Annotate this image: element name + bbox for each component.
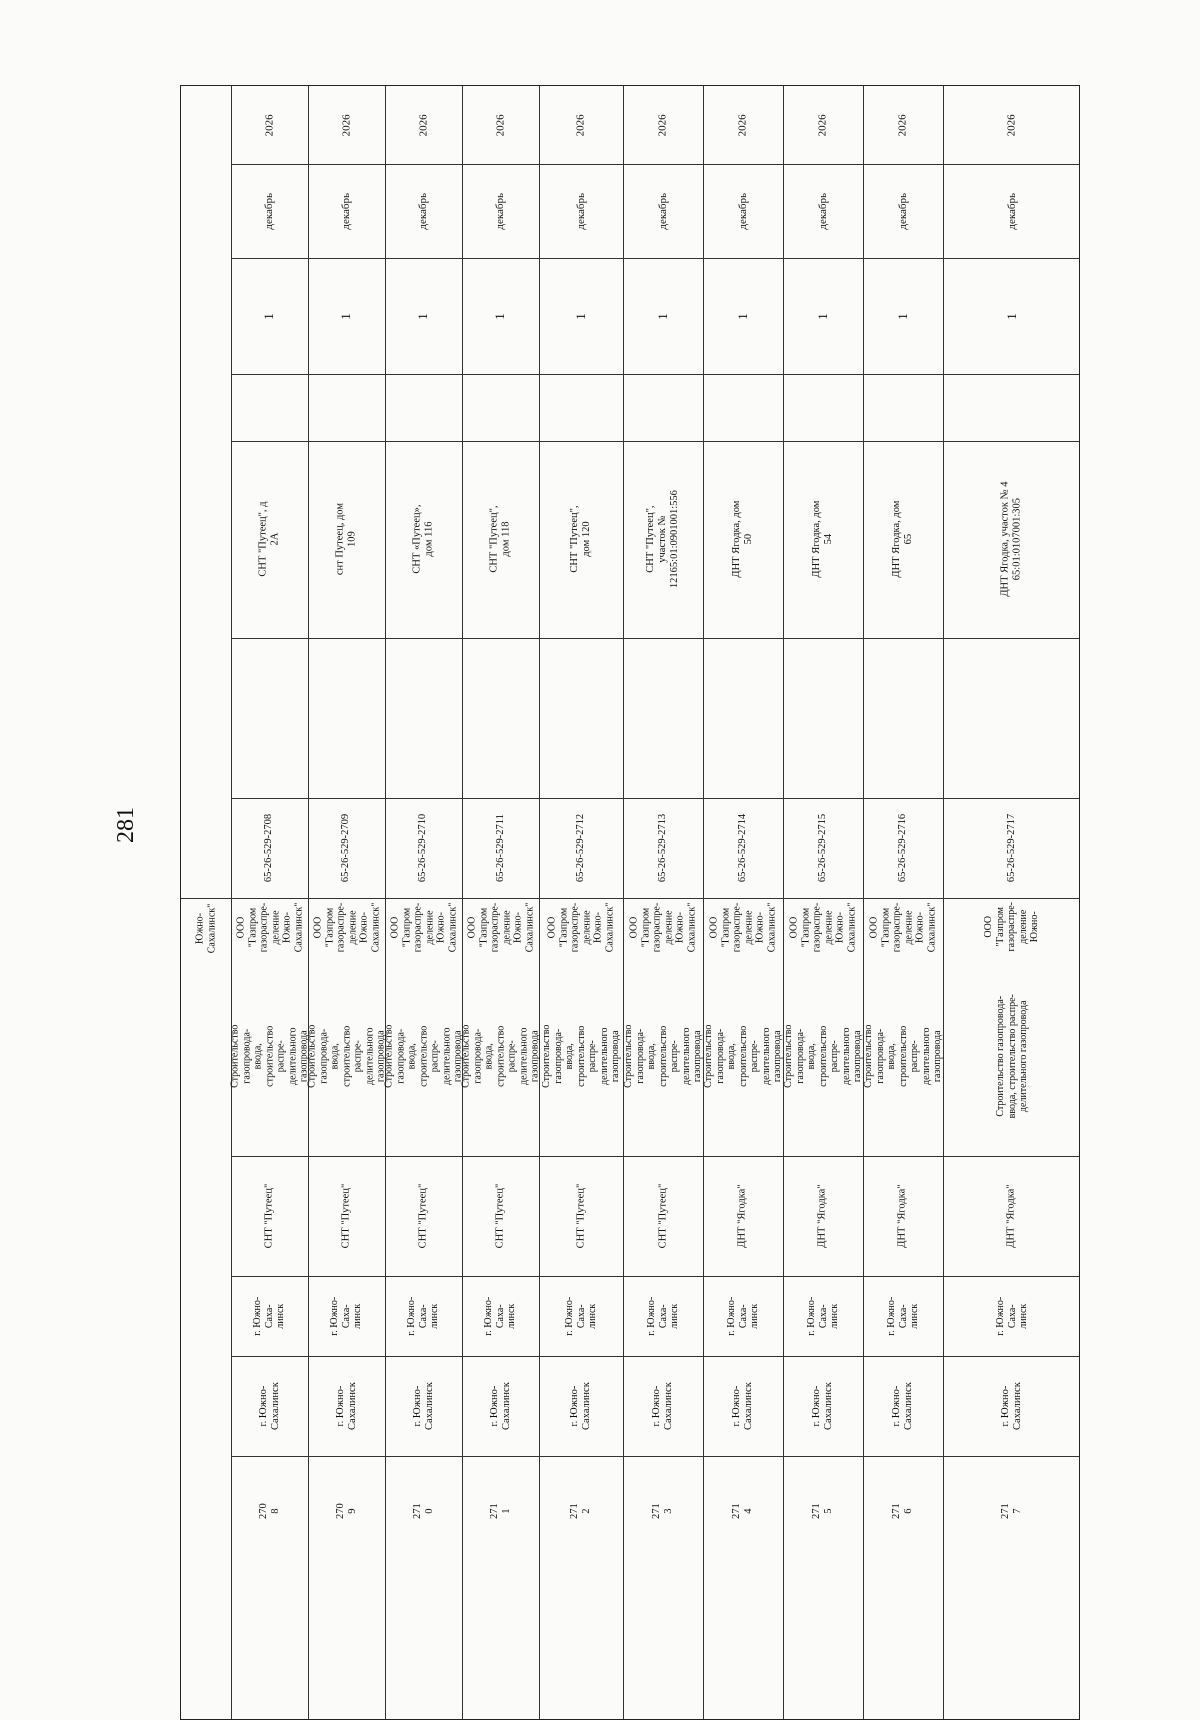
- cell-org: [385, 898, 462, 956]
- qty-text: 1: [492, 312, 508, 320]
- number-text: 65-26-529-2711: [494, 814, 506, 882]
- grid-line: [231, 374, 1079, 375]
- qty-text: 1: [654, 312, 670, 320]
- cell-number: [308, 798, 385, 898]
- cell-work: [539, 956, 623, 1156]
- cell-city: [539, 1276, 623, 1356]
- work-text: Строительство газопровода- ввода, строительство распре- делительного газопровода: [622, 1024, 703, 1088]
- cell-year: [863, 86, 943, 164]
- qty-text: 1: [814, 312, 830, 320]
- month-text: декабрь: [340, 192, 353, 230]
- cell-org: [943, 898, 1081, 956]
- org-text: ООО "Газпром газораспре- деление Южно- Сахалинск": [628, 902, 697, 952]
- cell-month: [308, 164, 385, 258]
- cell-month: [385, 164, 462, 258]
- year-text: 2026: [896, 113, 909, 136]
- cell-qty: [308, 258, 385, 374]
- address-text: снт Путеец, дом 109: [334, 503, 358, 576]
- cell-year: [703, 86, 783, 164]
- qty-text: 1: [572, 312, 588, 320]
- no-text: 271 7: [999, 1503, 1023, 1519]
- grid-line: [231, 638, 1079, 639]
- cell-org: [231, 898, 308, 956]
- cell-number: [863, 798, 943, 898]
- no-text: 271 1: [488, 1503, 512, 1519]
- city-text: г. Южно- Саха- линск: [563, 1296, 598, 1336]
- cell-org: [308, 898, 385, 956]
- cell-year: [231, 86, 308, 164]
- cell-city: [863, 1276, 943, 1356]
- year-text: 2026: [417, 113, 430, 136]
- cell-settlement: [308, 1156, 385, 1276]
- cell-address: [308, 441, 385, 638]
- work-text: Строительство газопровода- ввода, строительство распре- делительного газопровода: [229, 1024, 310, 1088]
- year-text: 2026: [656, 113, 669, 136]
- cell-work: [863, 956, 943, 1156]
- cell-settlement: [783, 1156, 863, 1276]
- municipality-text: г. Южно- Сахалинск: [488, 1382, 512, 1430]
- cell-year: [783, 86, 863, 164]
- cell-qty: [703, 258, 783, 374]
- org-text: ООО "Газпром газораспре- деление Южно- Сахалинск": [708, 902, 777, 952]
- city-text: г. Южно- Саха- линск: [406, 1296, 441, 1336]
- cell-work: [308, 956, 385, 1156]
- cell-city: [943, 1276, 1081, 1356]
- cell-org: [863, 898, 943, 956]
- settlement-text: ДНТ "Ягодка": [736, 1184, 748, 1248]
- month-text: декабрь: [736, 192, 749, 230]
- year-text: 2026: [816, 113, 829, 136]
- cell-org: [539, 898, 623, 956]
- cell-no: [231, 1456, 308, 1566]
- settlement-text: ДНТ "Ягодка": [896, 1184, 908, 1248]
- cell-municipality: [231, 1356, 308, 1456]
- work-text: Строительство газопровода- ввода, строительство распре- делительного газопровода: [994, 993, 1029, 1119]
- cell-address: [385, 441, 462, 638]
- qty-text: 1: [894, 312, 910, 320]
- settlement-text: СНТ "Путеец": [417, 1183, 429, 1249]
- number-text: 65-26-529-2709: [340, 813, 352, 883]
- month-text: декабрь: [896, 192, 909, 230]
- cell-settlement: [863, 1156, 943, 1276]
- settlement-text: СНТ "Путеец": [656, 1183, 668, 1249]
- cell-month: [623, 164, 703, 258]
- cell-city: [308, 1276, 385, 1356]
- org-text: ООО "Газпром газораспре- деление Южно- Сахалинск": [311, 902, 381, 952]
- year-text: 2026: [1005, 113, 1018, 136]
- cell-address: [863, 441, 943, 638]
- no-text: 271 4: [730, 1503, 754, 1519]
- year-text: 2026: [263, 113, 276, 136]
- cell-number: [231, 798, 308, 898]
- org-text: ООО "Газпром газораспре- деление Южно- Сахалинск": [788, 902, 857, 952]
- cell-city: [783, 1276, 863, 1356]
- number-text: 65-26-529-2708: [263, 813, 275, 883]
- number-text: 65-26-529-2710: [417, 813, 429, 883]
- cell-city: [462, 1276, 539, 1356]
- cell-settlement: [703, 1156, 783, 1276]
- number-text: 65-26-529-2713: [656, 813, 668, 883]
- work-text: Строительство газопровода- ввода, строительство распре- делительного газопровода: [383, 1024, 464, 1088]
- cell-number: [703, 798, 783, 898]
- number-text: 65-26-529-2714: [736, 813, 748, 883]
- settlement-text: ДНТ "Ягодка": [1005, 1184, 1017, 1248]
- cell-municipality: [308, 1356, 385, 1456]
- cell-settlement: [231, 1156, 308, 1276]
- cell-no: [462, 1456, 539, 1566]
- cell-city: [703, 1276, 783, 1356]
- month-text: декабрь: [816, 192, 829, 230]
- cell-year: [943, 86, 1081, 164]
- cell-municipality: [943, 1356, 1081, 1456]
- cell-work: [623, 956, 703, 1156]
- cell-qty: [231, 258, 308, 374]
- municipality-text: г. Южно- Сахалинск: [411, 1382, 435, 1430]
- cell-number: [385, 798, 462, 898]
- org-text: ООО "Газпром газораспре- деление Южно- Сахалинск": [546, 902, 615, 952]
- cell-work: [943, 956, 1081, 1156]
- qty-text: 1: [261, 312, 277, 320]
- page-number: 281: [113, 807, 139, 843]
- cell-number: [462, 798, 539, 898]
- header-org-continuation: [181, 898, 231, 958]
- cell-no: [783, 1456, 863, 1566]
- cell-number: [539, 798, 623, 898]
- cell-qty: [385, 258, 462, 374]
- month-text: декабрь: [656, 192, 669, 230]
- address-text: СНТ "Путеец", д 2А: [257, 501, 281, 578]
- cell-month: [703, 164, 783, 258]
- address-text: ДНТ Ягодка, дом 50: [730, 501, 754, 579]
- month-text: декабрь: [1005, 192, 1018, 230]
- year-text: 2026: [494, 113, 507, 136]
- cell-work: [385, 956, 462, 1156]
- address-text: ДНТ Ягодка, дом 65: [890, 501, 914, 579]
- city-text: г. Южно- Саха- линск: [885, 1296, 920, 1336]
- cell-no: [308, 1456, 385, 1566]
- address-text: СНТ «Путеец», дом 116: [411, 504, 435, 575]
- cell-work: [783, 956, 863, 1156]
- work-text: Строительство газопровода- ввода, строительство распре- делительного газопровода: [306, 1024, 387, 1088]
- cell-month: [943, 164, 1081, 258]
- cell-no: [623, 1456, 703, 1566]
- city-text: г. Южно- Саха- линск: [994, 1296, 1029, 1336]
- rotated-data-table: [180, 85, 1080, 1720]
- year-text: 2026: [574, 113, 587, 136]
- qty-text: 1: [415, 312, 431, 320]
- cell-work: [231, 956, 308, 1156]
- cell-address: [462, 441, 539, 638]
- city-text: г. Южно- Саха- линск: [483, 1296, 518, 1336]
- cell-qty: [462, 258, 539, 374]
- cell-address: [703, 441, 783, 638]
- cell-no: [703, 1456, 783, 1566]
- settlement-text: СНТ "Путеец": [494, 1183, 506, 1249]
- work-text: Строительство газопровода- ввода, строительство распре- делительного газопровода: [460, 1024, 541, 1088]
- month-text: декабрь: [574, 192, 587, 230]
- qty-text: 1: [734, 312, 750, 320]
- settlement-text: СНТ "Путеец": [263, 1183, 275, 1249]
- cell-number: [943, 798, 1081, 898]
- number-text: 65-26-529-2712: [574, 813, 586, 883]
- cell-org: [623, 898, 703, 956]
- cell-municipality: [703, 1356, 783, 1456]
- cell-municipality: [783, 1356, 863, 1456]
- cell-year: [385, 86, 462, 164]
- cell-month: [539, 164, 623, 258]
- work-text: Строительство газопровода- ввода, строительство распре- делительного газопровода: [862, 1024, 943, 1088]
- cell-city: [385, 1276, 462, 1356]
- cell-address: [623, 441, 703, 638]
- number-text: 65-26-529-2715: [816, 813, 828, 883]
- month-text: декабрь: [494, 192, 507, 230]
- cell-year: [623, 86, 703, 164]
- no-text: 271 3: [650, 1503, 674, 1519]
- year-text: 2026: [736, 113, 749, 136]
- address-text: ДНТ Ягодка, участок № 4 65:01:0107001:305: [999, 481, 1023, 598]
- address-text: СНТ "Путеец", дом 118: [488, 505, 512, 574]
- cell-qty: [623, 258, 703, 374]
- cell-month: [863, 164, 943, 258]
- cell-no: [385, 1456, 462, 1566]
- cell-no: [863, 1456, 943, 1566]
- org-text: ООО "Газпром газораспре- деление Южно- Сахалинск": [234, 902, 304, 952]
- number-text: 65-26-529-2716: [896, 813, 908, 883]
- municipality-text: г. Южно- Сахалинск: [999, 1382, 1023, 1430]
- cell-month: [462, 164, 539, 258]
- cell-settlement: [623, 1156, 703, 1276]
- org-text: ООО "Газпром газораспре- деление Южно- Сахалинск": [868, 902, 937, 952]
- work-text: Строительство газопровода- ввода, строительство распре- делительного газопровода: [540, 1024, 621, 1088]
- city-text: г. Южно- Саха- линск: [725, 1296, 760, 1336]
- cell-org: [703, 898, 783, 956]
- settlement-text: ДНТ "Ягодка": [816, 1184, 828, 1248]
- month-text: декабрь: [417, 192, 430, 230]
- cell-municipality: [385, 1356, 462, 1456]
- cell-qty: [783, 258, 863, 374]
- work-text: Строительство газопровода- ввода, строительство распре- делительного газопровода: [782, 1024, 863, 1088]
- city-text: г. Южно- Саха- линск: [329, 1296, 364, 1336]
- cell-address: [943, 441, 1081, 638]
- cell-month: [231, 164, 308, 258]
- city-text: г. Южно- Саха- линск: [805, 1296, 840, 1336]
- settlement-text: СНТ "Путеец": [340, 1183, 352, 1249]
- no-text: 270 8: [257, 1503, 281, 1519]
- cell-no: [539, 1456, 623, 1566]
- municipality-text: г. Южно- Сахалинск: [257, 1382, 281, 1430]
- cell-year: [539, 86, 623, 164]
- cell-settlement: [539, 1156, 623, 1276]
- cell-address: [231, 441, 308, 638]
- address-text: ДНТ Ягодка, дом 54: [810, 501, 834, 579]
- cell-settlement: [943, 1156, 1081, 1276]
- cell-municipality: [863, 1356, 943, 1456]
- cell-no: [943, 1456, 1081, 1566]
- municipality-text: г. Южно- Сахалинск: [810, 1382, 834, 1430]
- city-text: г. Южно- Саха- линск: [645, 1296, 680, 1336]
- cell-address: [783, 441, 863, 638]
- cell-municipality: [539, 1356, 623, 1456]
- municipality-text: г. Южно- Сахалинск: [568, 1382, 592, 1430]
- no-text: 271 2: [568, 1503, 592, 1519]
- cell-month: [783, 164, 863, 258]
- cell-number: [783, 798, 863, 898]
- cell-municipality: [623, 1356, 703, 1456]
- no-text: 271 5: [810, 1503, 834, 1519]
- month-text: декабрь: [263, 192, 276, 230]
- qty-text: 1: [338, 312, 354, 320]
- no-text: 271 6: [890, 1503, 914, 1519]
- cell-qty: [943, 258, 1081, 374]
- municipality-text: г. Южно- Сахалинск: [650, 1382, 674, 1430]
- org-text: ООО "Газпром газораспре- деление Южно-: [983, 902, 1041, 952]
- address-text: СНТ "Путеец", дом 120: [568, 505, 592, 574]
- cell-settlement: [462, 1156, 539, 1276]
- municipality-text: г. Южно- Сахалинск: [334, 1382, 358, 1430]
- org-text: ООО "Газпром газораспре- деление Южно- Сахалинск": [388, 902, 458, 952]
- cell-settlement: [385, 1156, 462, 1276]
- number-text: 65-26-529-2717: [1005, 813, 1017, 883]
- cell-municipality: [462, 1356, 539, 1456]
- cell-qty: [539, 258, 623, 374]
- cell-city: [231, 1276, 308, 1356]
- municipality-text: г. Южно- Сахалинск: [730, 1382, 754, 1430]
- settlement-text: СНТ "Путеец": [574, 1183, 586, 1249]
- cell-work: [462, 956, 539, 1156]
- address-text: СНТ "Путеец", участок № 12165:01:0901001:556: [644, 490, 681, 589]
- cell-year: [308, 86, 385, 164]
- city-text: г. Южно- Саха- линск: [252, 1296, 287, 1336]
- cell-year: [462, 86, 539, 164]
- org-text: ООО "Газпром газораспре- деление Южно- Сахалинск": [465, 902, 535, 952]
- cell-org: [462, 898, 539, 956]
- work-text: Строительство газопровода- ввода, строительство распре- делительного газопровода: [702, 1024, 783, 1088]
- municipality-text: г. Южно- Сахалинск: [890, 1382, 914, 1430]
- cell-org: [783, 898, 863, 956]
- header-org-text: Южно- Сахалинск": [194, 903, 217, 953]
- cell-city: [623, 1276, 703, 1356]
- cell-address: [539, 441, 623, 638]
- no-text: 270 9: [334, 1503, 358, 1519]
- no-text: 271 0: [411, 1503, 435, 1519]
- year-text: 2026: [340, 113, 353, 136]
- cell-number: [623, 798, 703, 898]
- cell-work: [703, 956, 783, 1156]
- qty-text: 1: [1003, 312, 1019, 320]
- cell-qty: [863, 258, 943, 374]
